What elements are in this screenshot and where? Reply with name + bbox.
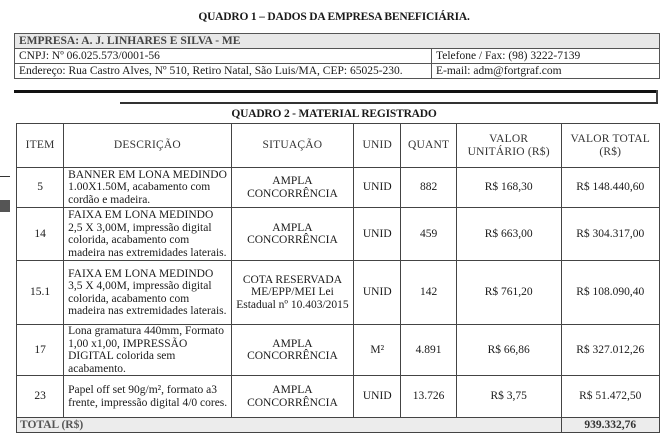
company-row [15, 34, 660, 49]
header-valor-unitario: VALOR UNITÁRIO (R$) [456, 124, 561, 168]
address-row [15, 64, 660, 79]
cell-descricao: Papel off set 90g/m², formato a3 frente, impressão digital 4/0 cores. [64, 376, 232, 418]
cell-valor-total: R$ 304.317,00 [561, 208, 659, 261]
cell-quant: 882 [401, 168, 457, 208]
cell-valor-unitario: R$ 663,00 [456, 208, 561, 261]
cell-situacao: AMPLA CONCORRÊNCIA [231, 208, 354, 261]
header-unid: UNID [354, 124, 401, 168]
cell-descricao: FAIXA EM LONA MEDINDO 3,5 X 4,00M, impressão digital colorida, acabamento com madeira nas extremidades laterais. [64, 261, 232, 325]
section-divider-thin [120, 102, 658, 104]
scan-artifact [0, 200, 10, 212]
header-situacao: SITUAÇÃO [231, 124, 354, 168]
section-divider [14, 90, 658, 93]
cell-situacao: COTA RESERVADA ME/EPP/MEI Lei Estadual nº 10.403/2015 [231, 261, 354, 325]
cell-unid: UNID [354, 261, 401, 325]
company-name: EMPRESA: A. J. LINHARES E SILVA - ME [15, 34, 660, 49]
cell-valor-total: R$ 148.440,60 [561, 168, 659, 208]
table-header-row [17, 124, 660, 168]
table-row [17, 168, 660, 208]
cell-valor-unitario: R$ 761,20 [456, 261, 561, 325]
cnpj-row [15, 49, 660, 64]
cell-quant: 142 [401, 261, 457, 325]
cnpj: CNPJ: Nº 06.025.573/0001-56 [15, 49, 432, 64]
cell-situacao: AMPLA CONCORRÊNCIA [231, 376, 354, 418]
quadro2-title: QUADRO 2 - MATERIAL REGISTRADO [231, 108, 437, 120]
cell-valor-total: R$ 327.012,26 [561, 325, 659, 376]
cell-valor-total: R$ 108.090,40 [561, 261, 659, 325]
material-table [16, 123, 660, 433]
cell-descricao: BANNER EM LONA MEDINDO 1.00X1.50M, acabamento com cordão e madeira. [64, 168, 232, 208]
company-info-table [14, 33, 660, 79]
header-item: ITEM [17, 124, 64, 168]
cell-item: 14 [17, 208, 64, 261]
cell-valor-total: R$ 51.472,50 [561, 376, 659, 418]
table-row [17, 208, 660, 261]
table-row [17, 376, 660, 418]
header-descricao: DESCRIÇÃO [64, 124, 232, 168]
cell-descricao: Lona gramatura 440mm, Formato 1,00 x1,00, IMPRESSÃO DIGITAL colorida sem acabamento. [64, 325, 232, 376]
telefone: Telefone / Fax: (98) 3222-7139 [432, 49, 660, 64]
header-quant: QUANT [401, 124, 457, 168]
total-value: 939.332,76 [561, 418, 659, 433]
cell-unid: M² [354, 325, 401, 376]
cell-quant: 459 [401, 208, 457, 261]
total-row [17, 418, 660, 433]
scan-artifact [0, 176, 10, 177]
cell-valor-unitario: R$ 3,75 [456, 376, 561, 418]
cell-unid: UNID [354, 376, 401, 418]
table-row [17, 261, 660, 325]
cell-situacao: AMPLA CONCORRÊNCIA [231, 168, 354, 208]
total-label: TOTAL (R$) [17, 418, 562, 433]
quadro1-title: QUADRO 1 – DADOS DA EMPRESA BENEFICIÁRIA. [198, 11, 470, 23]
cell-item: 23 [17, 376, 64, 418]
cell-unid: UNID [354, 208, 401, 261]
cell-item: 5 [17, 168, 64, 208]
cell-descricao: FAIXA EM LONA MEDINDO 2,5 X 3,00M, impressão digital colorida, acabamento com madeira nas extremidades laterais. [64, 208, 232, 261]
cell-situacao: AMPLA CONCORRÊNCIA [231, 325, 354, 376]
header-valor-total: VALOR TOTAL (R$) [561, 124, 659, 168]
cell-item: 15.1 [17, 261, 64, 325]
cell-valor-unitario: R$ 66,86 [456, 325, 561, 376]
endereco: Endereço: Rua Castro Alves, Nº 510, Retiro Natal, São Luis/MA, CEP: 65025-230. [15, 64, 432, 79]
cell-valor-unitario: R$ 168,30 [456, 168, 561, 208]
cell-unid: UNID [354, 168, 401, 208]
cell-quant: 4.891 [401, 325, 457, 376]
email: E-mail: adm@fortgraf.com [432, 64, 660, 79]
cell-item: 17 [17, 325, 64, 376]
cell-quant: 13.726 [401, 376, 457, 418]
table-row [17, 325, 660, 376]
